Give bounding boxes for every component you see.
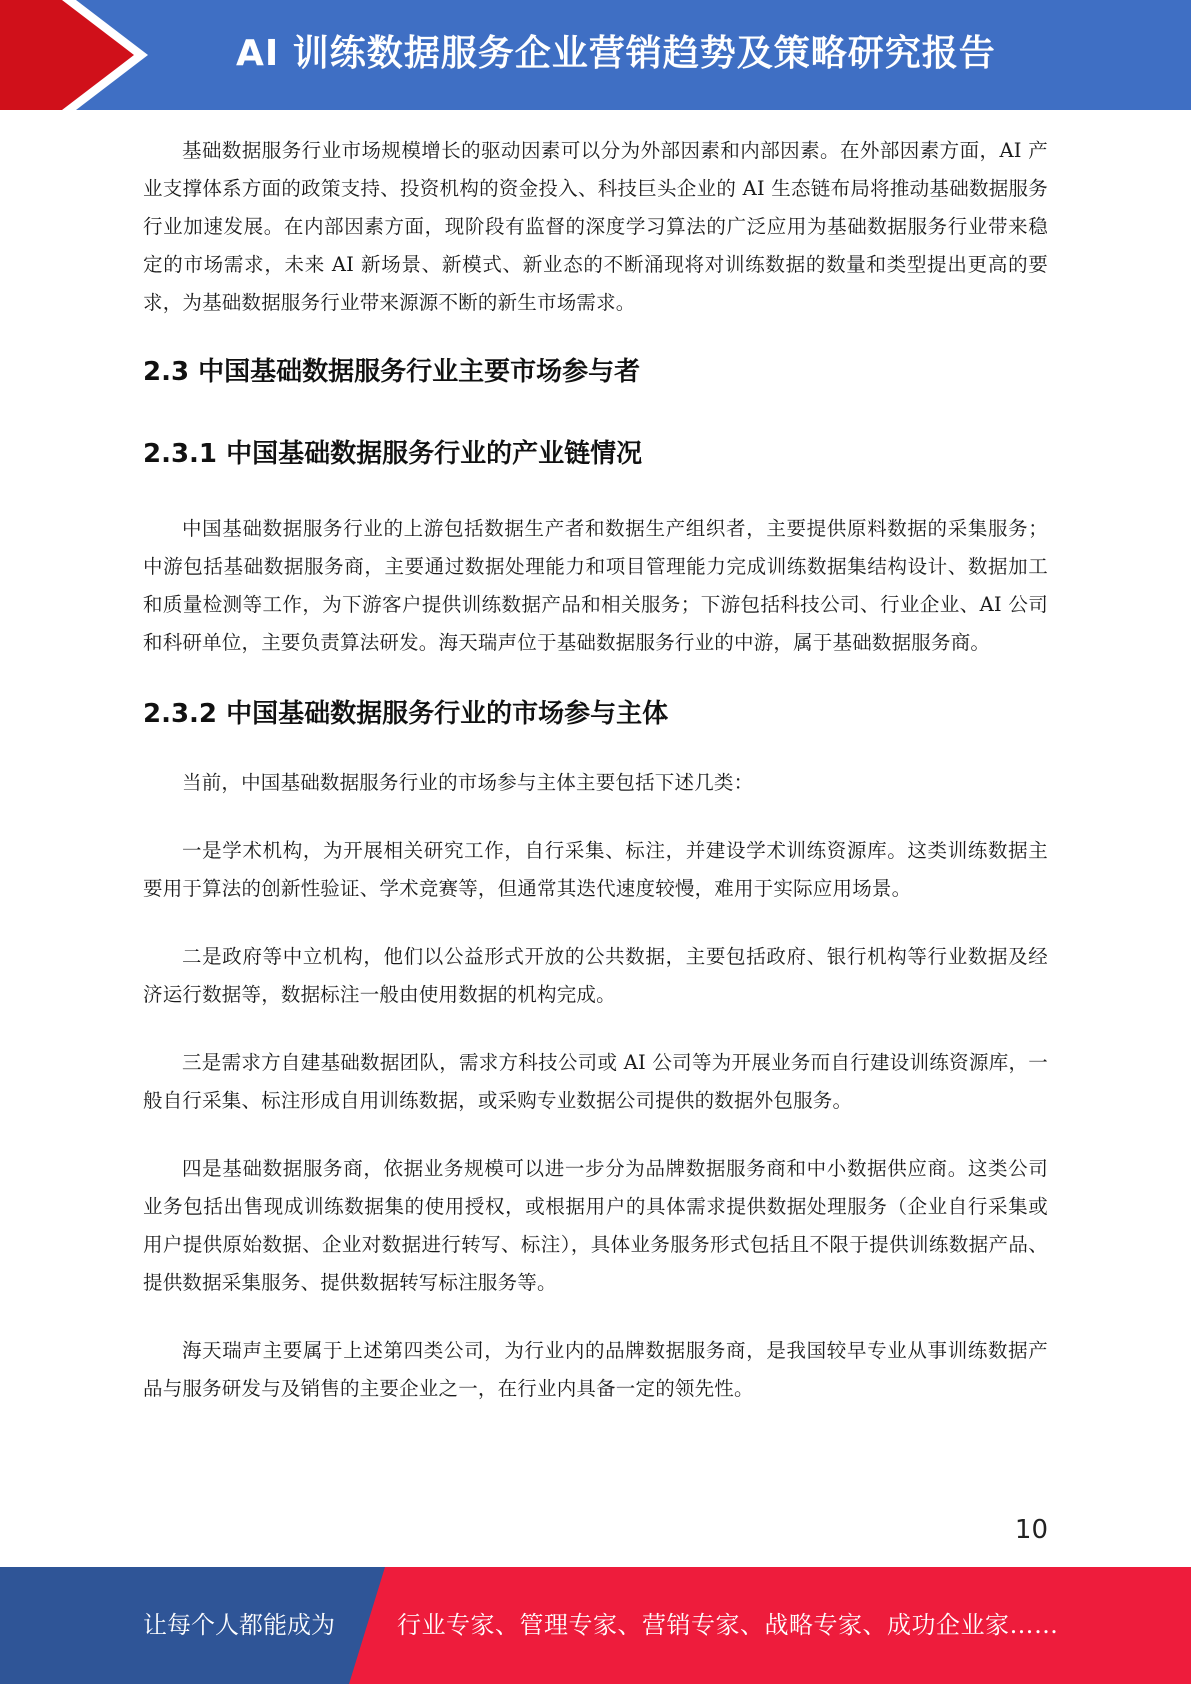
heading-2-3-2: 2.3.2 中国基础数据服务行业的市场参与主体	[143, 699, 669, 729]
report-title: AI 训练数据服务企业营销趋势及策略研究报告	[236, 33, 996, 74]
paragraph-participants-intro: 当前，中国基础数据服务行业的市场参与主体主要包括下述几类：	[182, 771, 754, 794]
footer-slogan-left: 让每个人都能成为	[143, 1611, 335, 1639]
footer-slogan-right: 行业专家、管理专家、营销专家、战略专家、成功企业家……	[397, 1611, 1059, 1639]
paragraph-service-providers: 四是基础数据服务商，依据业务规模可以进一步分为品牌数据服务商和中小数据供应商。这类公司业务包括出售现成训练数据集的使用授权，或根据用户的具体需求提供数据处理服务（企业自行采集或用户提供原始数据、企业对数据进行转写、标注），具体业务服务形式包括且不限于提供训练数据产品、提供数据采集服务、提供数据转写标注服务等。	[143, 1157, 1048, 1294]
page-header	[0, 0, 1191, 110]
page-content	[143, 132, 1048, 1408]
page-number: 10	[1014, 1515, 1048, 1545]
page-footer	[0, 1567, 1191, 1684]
paragraph-government: 二是政府等中立机构，他们以公益形式开放的公共数据，主要包括政府、银行机构等行业数据及经济运行数据等，数据标注一般由使用数据的机构完成。	[143, 945, 1048, 1006]
paragraph-industry-chain: 中国基础数据服务行业的上游包括数据生产者和数据生产组织者，主要提供原料数据的采集服务；中游包括基础数据服务商，主要通过数据处理能力和项目管理能力完成训练数据集结构设计、数据加工和质量检测等工作，为下游客户提供训练数据产品和相关服务；下游包括科技公司、行业企业、AI 公司和科研单位，主要负责算法研发。海天瑞声位于基础数据服务行业的中游，属于基础数据服务商。	[143, 517, 1048, 654]
paragraph-academic: 一是学术机构，为开展相关研究工作，自行采集、标注，并建设学术训练资源库。这类训练数据主要用于算法的创新性验证、学术竞赛等，但通常其迭代速度较慢，难用于实际应用场景。	[143, 839, 1048, 900]
heading-2-3-1: 2.3.1 中国基础数据服务行业的产业链情况	[143, 439, 643, 469]
heading-2-3: 2.3 中国基础数据服务行业主要市场参与者	[143, 357, 641, 387]
paragraph-self-built: 三是需求方自建基础数据团队，需求方科技公司或 AI 公司等为开展业务而自行建设训练资源库，一般自行采集、标注形成自用训练数据，或采购专业数据公司提供的数据外包服务。	[143, 1051, 1048, 1112]
paragraph-haitian: 海天瑞声主要属于上述第四类公司，为行业内的品牌数据服务商，是我国较早专业从事训练数据产品与服务研发与及销售的主要企业之一，在行业内具备一定的领先性。	[143, 1339, 1048, 1400]
paragraph-drivers: 基础数据服务行业市场规模增长的驱动因素可以分为外部因素和内部因素。在外部因素方面，AI 产业支撑体系方面的政策支持、投资机构的资金投入、科技巨头企业的 AI 生态链布局将推动基础数据服务行业加速发展。在内部因素方面，现阶段有监督的深度学习算法的广泛应用为基础数据服务行业带来稳定的市场需求，未来 AI 新场景、新模式、新业态的不断涌现将对训练数据的数量和类型提出更高的要求，为基础数据服务行业带来源源不断的新生市场需求。	[143, 139, 1048, 314]
